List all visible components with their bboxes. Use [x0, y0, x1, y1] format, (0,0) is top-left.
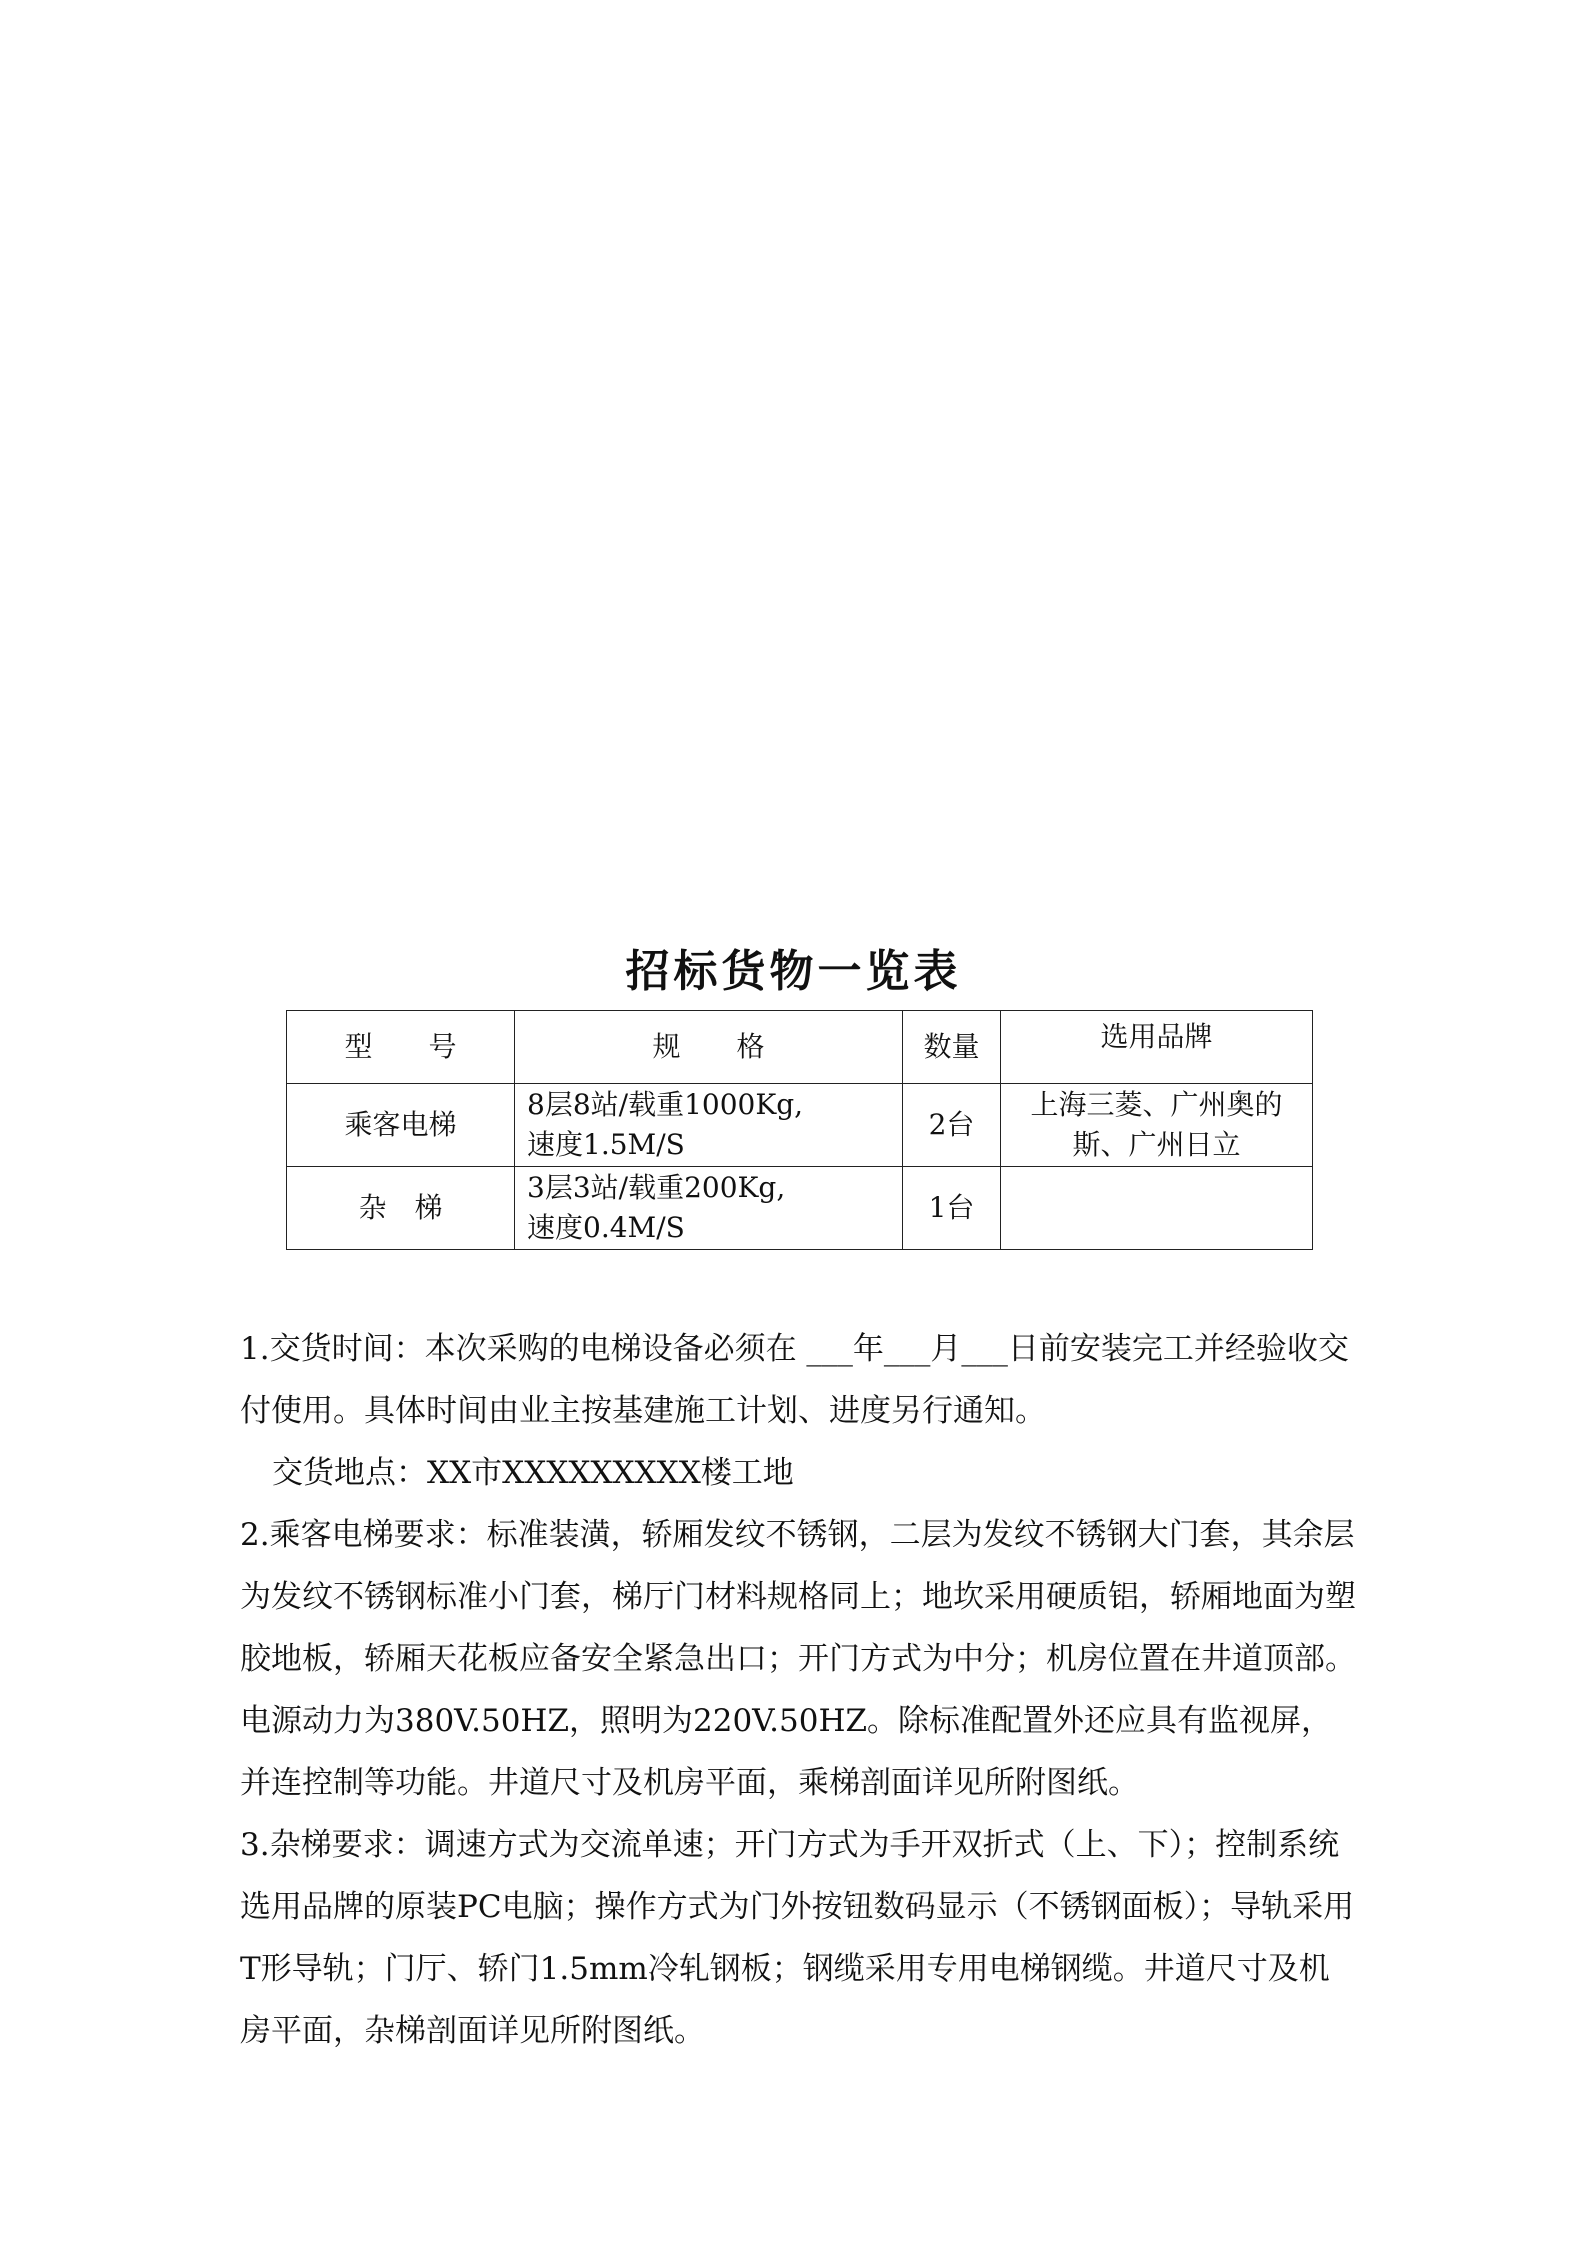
- cell-brand: [1001, 1167, 1313, 1250]
- header-model: 型 号: [287, 1011, 515, 1084]
- table-row: [287, 1084, 1313, 1167]
- page-title: 招标货物一览表: [625, 946, 962, 997]
- cell-quantity: 2台: [903, 1084, 1001, 1167]
- passenger-elevator-paragraph: 2.乘客电梯要求：标准装潢，轿厢发纹不锈钢，二层为发纹不锈钢大门套，其余层为发纹不锈钢标准小门套，梯厅门材料规格同上；地坎采用硬质铝，轿厢地面为塑胶地板，轿厢天花板应备安全紧急出口；开门方式为中分；机房位置在井道顶部。电源动力为380V.50HZ，照明为220V.50HZ。除标准配置外还应具有监视屏，并连控制等功能。井道尺寸及机房平面，乘梯剖面详见所附图纸。: [240, 1517, 1356, 1801]
- header-quantity: 数量: [903, 1011, 1001, 1084]
- cell-brand: 上海三菱、广州奥的斯、广州日立: [1001, 1084, 1313, 1167]
- cell-spec: [515, 1084, 903, 1167]
- header-brand: 选用品牌: [1001, 1011, 1313, 1084]
- cell-model: 乘客电梯: [287, 1084, 515, 1167]
- delivery-time-paragraph: 1.交货时间：本次采购的电梯设备必须在 ___年___月___日前安装完工并经验收交付使用。具体时间由业主按基建施工计划、进度另行通知。: [240, 1331, 1349, 1429]
- table-header-row: [287, 1011, 1313, 1084]
- cell-model: 杂 梯: [287, 1167, 515, 1250]
- header-spec: 规 格: [515, 1011, 903, 1084]
- cell-quantity: 1台: [903, 1167, 1001, 1250]
- cell-spec: [515, 1167, 903, 1250]
- spec-line: 8层8站/载重1000Kg,: [527, 1088, 804, 1121]
- spec-line: 速度0.4M/S: [527, 1211, 685, 1244]
- goods-table: [286, 1010, 1313, 1250]
- spec-line: 3层3站/载重200Kg,: [527, 1171, 786, 1204]
- freight-elevator-paragraph: 3.杂梯要求：调速方式为交流单速；开门方式为手开双折式（上、下）；控制系统选用品牌的原装PC电脑；操作方式为门外按钮数码显示（不锈钢面板）；导轨采用T形导轨；门厅、轿门1.5mm冷轧钢板；钢缆采用专用电梯钢缆。井道尺寸及机房平面，杂梯剖面详见所附图纸。: [240, 1827, 1355, 2049]
- spec-line: 速度1.5M/S: [527, 1128, 685, 1161]
- delivery-location-paragraph: 交货地点：XX市XXXXXXXXX楼工地: [272, 1455, 794, 1491]
- table-row: [287, 1167, 1313, 1250]
- requirements-text: [240, 1318, 1360, 2062]
